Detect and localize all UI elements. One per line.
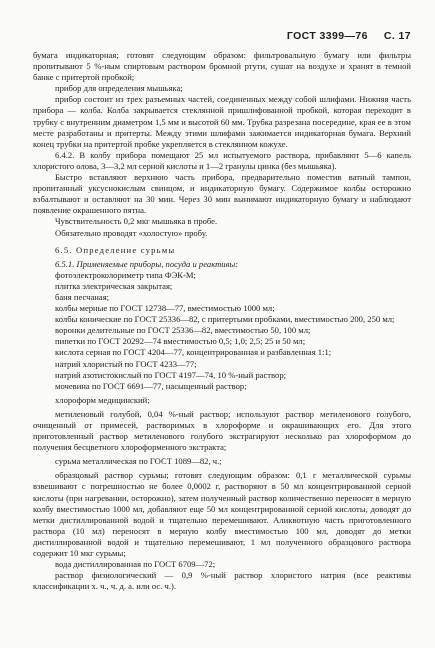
paragraph-procedure: Быстро вставляют верхнюю часть прибора, предварительно поместив ватный тампон, пропитанный уксуснокислым свинцом, и индикаторную бумагу. Содержимое колбы осторожно взбалтывают и оставляют на 30 мин. Через 30 мин вынимают индикаторную бумагу и наблюдают появление окрашенного пятна. (33, 172, 411, 216)
list-item: плитка электрическая закрытая; (55, 280, 173, 291)
list-item: воронки делительные по ГОСТ 25336—82, вместимостью 50, 100 мл; (55, 325, 311, 336)
paragraph-sensitivity: Чувствительность 0,2 мкг мышьяка в пробе. (55, 216, 218, 227)
list-item-methylene-blue: метиленовый голубой, 0,04 %-ный раствор; используют раствор метиленового голубого, очищенный от примесей, растворимых в хлороформе и окрашивающих его. Для этого приготовленный раствор метиленового голубого экстрагируют несколько раз хлороформом до получения бесцветного хлороформенного экстракта; (33, 408, 411, 453)
list-item: натрий азотистокислый по ГОСТ 4197—74, 10 %-ный раствор; (55, 369, 286, 380)
section-heading-6-5: 6.5. Определение сурьмы (55, 244, 176, 255)
list-item: фотоэлектроколориметр типа ФЭК-М; (55, 269, 196, 280)
list-item: мочевина по ГОСТ 6691—77, насыщенный раствор; (55, 380, 247, 391)
list-item: кислота серная по ГОСТ 4204—77, концентрированная и разбавленная 1:1; (55, 347, 332, 358)
document-body (33, 50, 411, 592)
list-item: вода дистиллированная по ГОСТ 6709—72; (55, 559, 216, 570)
paragraph-arsenic-device: прибор для определения мышьяка; (55, 83, 183, 94)
list-item: колбы мерные по ГОСТ 12738—77, вместимостью 1000 мл; (55, 303, 275, 314)
list-item: баня песчаная; (55, 291, 110, 302)
page-header (287, 30, 411, 42)
list-item: сурьма металлическая по ГОСТ 1089—82, ч.; (55, 456, 222, 467)
list-item: раствор физиологический — 0,9 %-ный раствор хлористого натрия (все реактивы классификации х. ч., ч. д. а. или ос. ч.). (33, 570, 411, 592)
list-item: колбы конические по ГОСТ 25336—82, с притертыми пробками, вместимостью 200, 250 мл; (55, 314, 395, 325)
paragraph-device-description: прибор состоит из трех разъемных частей, соединенных между собой шлифами. Нижняя часть прибора — колба. Колба закрывается стеклянной пришлифованной пробкой, которая переходит в трубку с внутренним диаметром 1,5 мм и высотой 60 мм. Трубка разрезана посередине, края ее в этом месте разработаны и притерты. Между этими шлифами зажимается индикаторная бумага. Верхний конец трубки на притертой пробке укрепляется в стеклянном кожухе. (33, 94, 411, 149)
page-number: С. 17 (383, 30, 411, 42)
paragraph-6-5-1: 6.5.1. Применяемые приборы, посуда и реактивы: (55, 258, 239, 269)
list-item: натрий хлористый по ГОСТ 4233—77; (55, 358, 197, 369)
paragraph-6-4-2: 6.4.2. В колбу прибора помещают 25 мл испытуемого раствора, прибавляют 5—6 капель хлористого олова, 3—3,2 мл серной кислоты и 1—2 гранулы цинка (без мышьяка). (33, 149, 411, 171)
list-item-antimony-standard: образцовый раствор сурьмы; готовят следующим образом: 0,1 г металлической сурьмы взвешивают с погрешностью не более 0,0002 г, растворяют в 50 мл концентрированной серной кислоты (при нагревании, осторожно), затем полученный раствор количественно переносят в мерную колбу вместимостью 1000 мл, добавляют еще 50 мл концентрированной серной кислоты, доводят до метки дистиллированной водой и тщательно перемешивают. Аликвотную часть приготовленного раствора (10 мл) переносят в мерную колбу вместимостью 100 мл, доводят до метки дистиллированной водой и тщательно перемешивают, 1 мл полученного образцового раствора содержит 10 мкг сурьмы; (33, 470, 411, 559)
standard-number: ГОСТ 3399—76 (286, 30, 368, 42)
paragraph-indicator-paper: бумага индикаторная; готовят следующим образом: фильтровальную бумагу или фильтры пропитывают 5 %-ным спиртовым раствором бромной ртути, сушат на воздухе и хранят в темной банке с притертой пробкой; (33, 50, 411, 83)
list-item: хлороформ медицинский; (55, 394, 150, 405)
paragraph-blank-test: Обязательно проводят «холостую» пробу. (55, 227, 208, 238)
list-item: пипетки по ГОСТ 20292—74 вместимостью 0,5; 1,0; 2,5; 25 и 50 мл; (55, 336, 306, 347)
